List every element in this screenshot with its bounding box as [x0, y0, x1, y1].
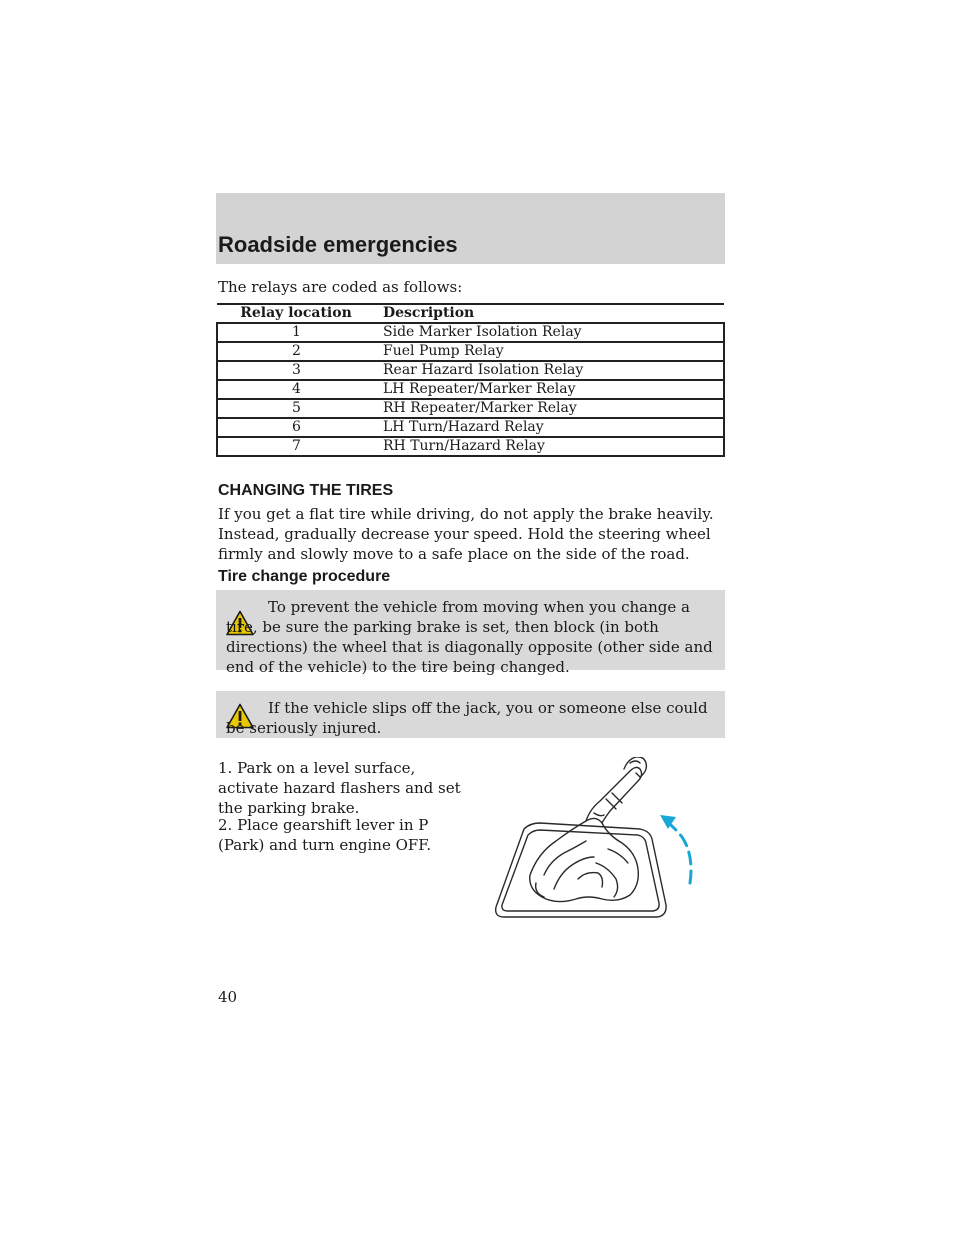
relay-table: [216, 303, 725, 457]
relay-location-cell: 4: [217, 380, 375, 399]
relay-location-cell: 7: [217, 437, 375, 456]
relay-description-cell: RH Turn/Hazard Relay: [375, 437, 724, 456]
relay-location-cell: 5: [217, 399, 375, 418]
table-header-row: [217, 304, 724, 323]
relay-description-cell: LH Turn/Hazard Relay: [375, 418, 724, 437]
table-row: [217, 361, 724, 380]
table-row: [217, 437, 724, 456]
relay-location-cell: 6: [217, 418, 375, 437]
warning-text: To prevent the vehicle from moving when you change a tire, be sure the parking brake is set, then block (in both directions) the wheel that is diagonally opposite (other side and end of the vehicle) to the tire being changed.: [226, 598, 713, 676]
table-row: [217, 380, 724, 399]
warning-text: If the vehicle slips off the jack, you or someone else could be seriously injured.: [226, 699, 708, 737]
relay-location-cell: 3: [217, 361, 375, 380]
warning-box-jack: [216, 691, 725, 738]
relay-description-cell: Fuel Pump Relay: [375, 342, 724, 361]
step-2-text: 2. Place gearshift lever in P (Park) and turn engine OFF.: [218, 816, 432, 854]
page-number: 40: [218, 988, 238, 1006]
changing-tires-paragraph: If you get a flat tire while driving, do not apply the brake heavily. Instead, gradually decrease your speed. Hold the steering wheel firmly and slowly move to a safe place on the side of the road.: [218, 505, 714, 563]
relay-description-cell: Rear Hazard Isolation Relay: [375, 361, 724, 380]
column-header-description: Description: [375, 304, 724, 323]
relay-location-cell: 2: [217, 342, 375, 361]
tire-change-procedure-heading: Tire change procedure: [218, 568, 391, 585]
changing-tires-heading: CHANGING THE TIRES: [218, 482, 394, 499]
relay-location-cell: 1: [217, 323, 375, 342]
relay-description-cell: RH Repeater/Marker Relay: [375, 399, 724, 418]
table-row: [217, 418, 724, 437]
intro-text: The relays are coded as follows:: [218, 278, 463, 296]
warning-box-parking-brake: [216, 590, 725, 676]
table-row: [217, 399, 724, 418]
relay-description-cell: LH Repeater/Marker Relay: [375, 380, 724, 399]
table-row: [217, 342, 724, 361]
relay-description-cell: Side Marker Isolation Relay: [375, 323, 724, 342]
table-row: [217, 323, 724, 342]
section-title: Roadside emergencies: [218, 232, 458, 257]
gearshift-lever-illustration: [490, 757, 705, 925]
step-1-text: 1. Park on a level surface, activate hazard flashers and set the parking brake.: [218, 759, 461, 817]
column-header-relay-location: Relay location: [217, 304, 375, 323]
